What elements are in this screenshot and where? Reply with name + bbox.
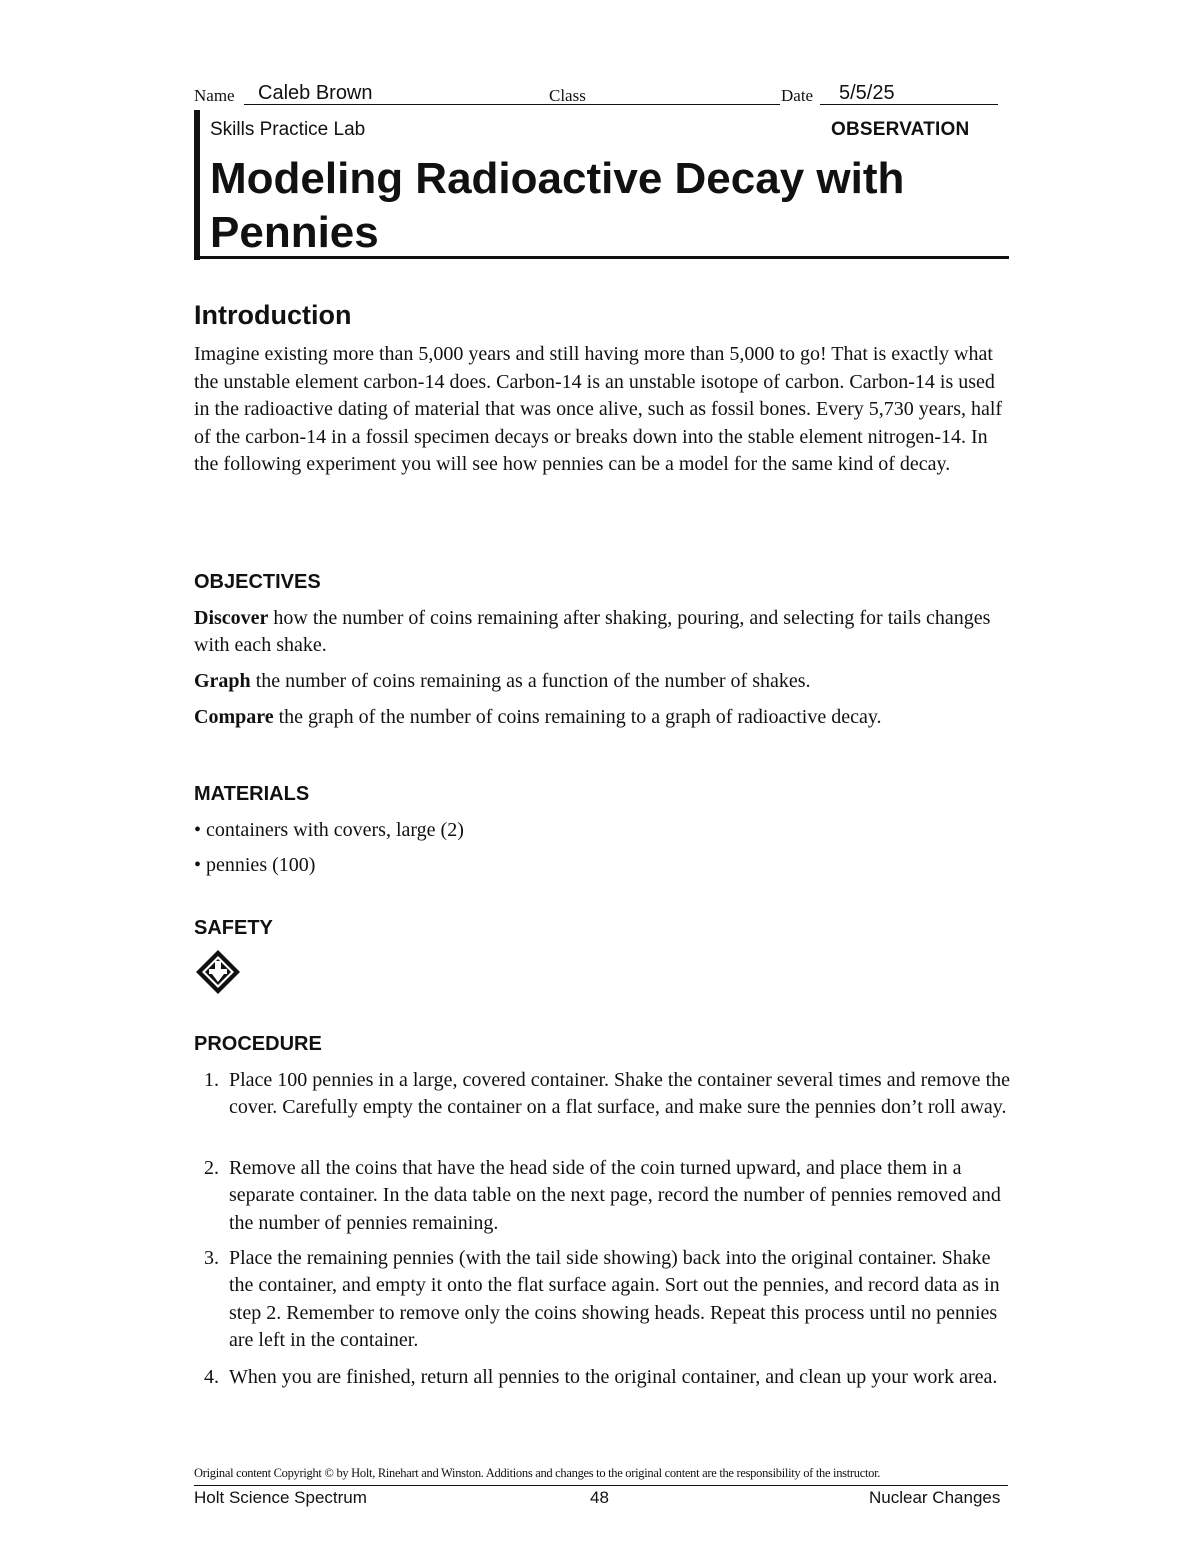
- step-number: 1.: [204, 1069, 219, 1091]
- step-number: 4.: [204, 1366, 219, 1388]
- procedure-heading: PROCEDURE: [194, 1033, 322, 1055]
- date-value: 5/5/25: [839, 82, 895, 104]
- date-label: Date: [781, 86, 814, 105]
- objective-verb: Discover: [194, 607, 269, 629]
- materials-item: • containers with covers, large (2): [194, 819, 464, 841]
- procedure-step: [194, 1067, 1014, 1149]
- materials-item: • pennies (100): [194, 854, 316, 876]
- hand-safety-icon: [194, 948, 242, 996]
- objective-verb: Graph: [194, 670, 251, 692]
- procedure-step: [194, 1364, 1014, 1420]
- procedure-step: [194, 1245, 1014, 1355]
- name-value: Caleb Brown: [258, 82, 373, 104]
- objective-verb: Compare: [194, 706, 274, 728]
- materials-heading: MATERIALS: [194, 783, 310, 805]
- lab-type: Skills Practice Lab: [210, 119, 366, 140]
- introduction-heading: Introduction: [194, 300, 352, 330]
- step-number: 3.: [204, 1247, 219, 1269]
- footer-book-title: Holt Science Spectrum: [194, 1488, 367, 1507]
- class-label: Class: [549, 86, 586, 105]
- step-text: Place 100 pennies in a large, covered container. Shake the container several times and remove the cover. Carefully empty the container on a flat surface, and make sure the pennies don’t roll away.: [229, 1069, 1010, 1119]
- objective-text: how the number of coins remaining after shaking, pouring, and selecting for tails changes with each shake.: [194, 607, 991, 656]
- lab-category: OBSERVATION: [831, 119, 970, 140]
- class-field[interactable]: [592, 80, 780, 105]
- title-left-bar: [194, 110, 200, 260]
- copyright-notice: Original content Copyright © by Holt, Rinehart and Winston. Additions and changes to the original content are the responsibility of the instructor.: [194, 1466, 881, 1480]
- step-text: Remove all the coins that have the head side of the coin turned upward, and place them in a separate container. In the data table on the next page, record the number of pennies removed and the number of pennies remaining.: [229, 1157, 1001, 1234]
- safety-heading: SAFETY: [194, 917, 273, 939]
- step-text: Place the remaining pennies (with the tail side showing) back into the original container. Shake the container, and empty it onto the flat surface again. Sort out the pennies, and record data as in step 2. Remember to remove only the coins showing heads. Repeat this process until no pennies are left in the container.: [229, 1247, 1000, 1352]
- name-label: Name: [194, 86, 235, 105]
- objective-text: the number of coins remaining as a function of the number of shakes.: [250, 670, 811, 692]
- footer-chapter: Nuclear Changes: [869, 1488, 1001, 1507]
- objective-item: [194, 668, 1014, 695]
- step-text: When you are finished, return all pennies to the original container, and clean up your work area.: [229, 1366, 998, 1388]
- objective-item: [194, 704, 1014, 731]
- step-number: 2.: [204, 1157, 219, 1179]
- objective-item: [194, 605, 1014, 659]
- footer-rule: [194, 1485, 1008, 1486]
- objective-text: the graph of the number of coins remaining to a graph of radioactive decay.: [273, 706, 882, 728]
- objectives-heading: OBJECTIVES: [194, 571, 321, 593]
- procedure-step: [194, 1155, 1014, 1237]
- student-info-header: [194, 82, 1000, 108]
- page-title: Modeling Radioactive Decay with Pennies: [210, 154, 905, 257]
- introduction-text: Imagine existing more than 5,000 years and still having more than 5,000 to go! That is exactly what the unstable element carbon-14 does. Carbon-14 is an unstable isotope of carbon. Carbon-14 is used in the radioactive dating of material that was once alive, such as fossil bones. Every 5,730 years, half of the carbon-14 in a fossil specimen decays or breaks down into the stable element nitrogen-14. In the following experiment you will see how pennies can be a model for the same kind of decay.: [194, 343, 1003, 476]
- footer-page-number: 48: [590, 1488, 609, 1507]
